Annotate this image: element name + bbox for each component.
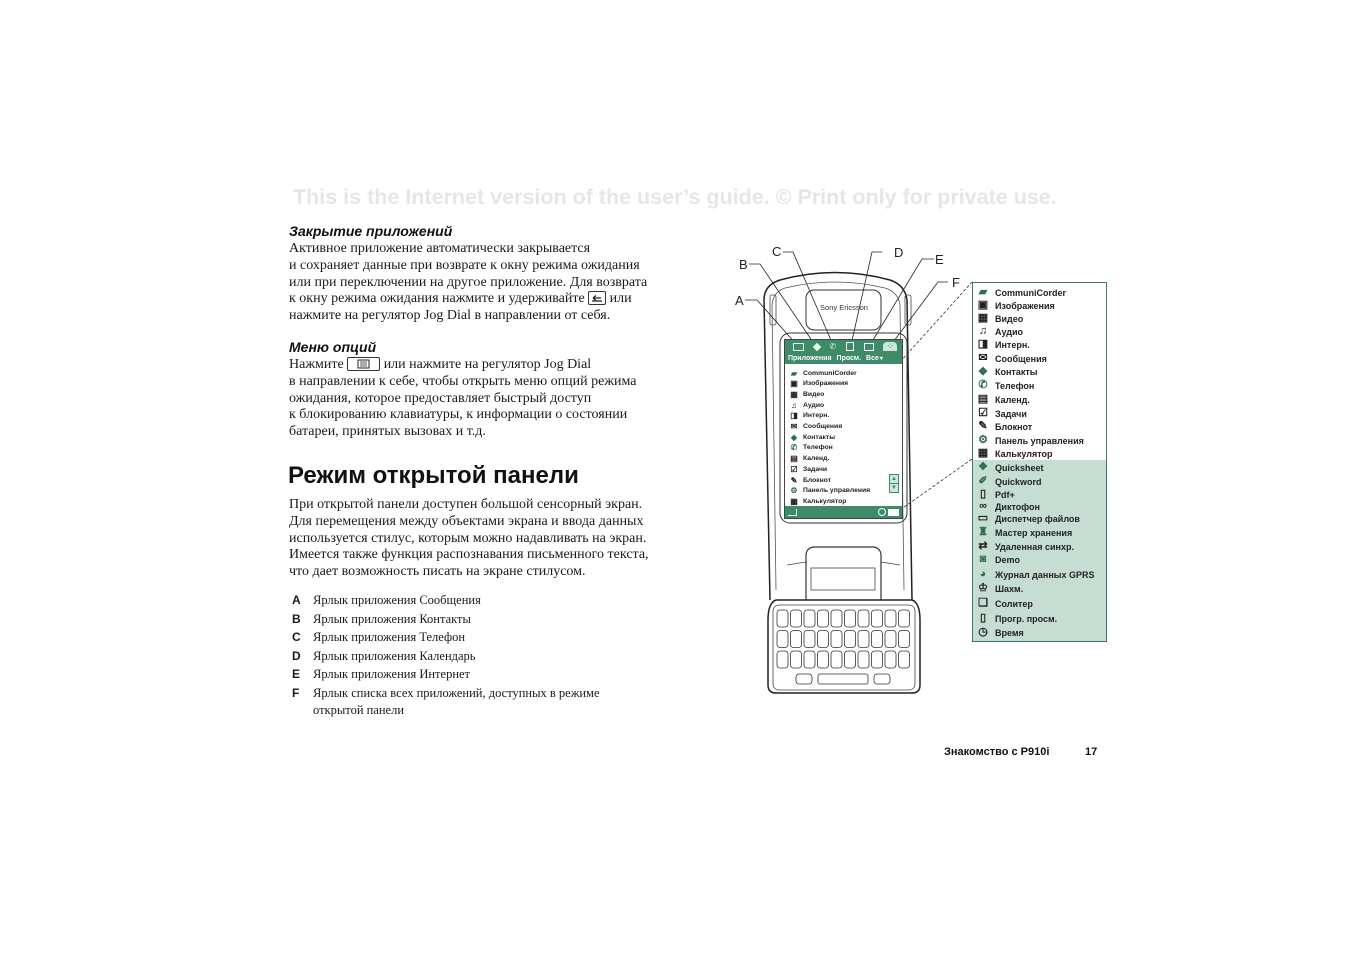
phone-handset-icon[interactable]: ✆ <box>829 341 837 351</box>
screen-list-item[interactable] <box>790 379 848 389</box>
notepad-icon: ✎ <box>790 475 798 485</box>
app-list-item-label: Диктофон <box>995 501 1040 512</box>
app-list-item[interactable] <box>977 526 1072 539</box>
legend-text: Ярлык списка всех приложений, доступных в режиме <box>313 685 600 700</box>
app-list-item[interactable] <box>977 553 1020 566</box>
page-number: 17 <box>1085 746 1098 758</box>
paragraph-options <box>289 357 637 441</box>
all-apps-icon[interactable]: ⁘ <box>883 342 897 351</box>
legend-item-b <box>292 610 672 629</box>
screen-list-item-label: Изображения <box>803 380 849 388</box>
text-line: Имеется также функция распознавания письменного текста, <box>289 547 649 563</box>
control-panel-icon: ⚙ <box>978 434 988 446</box>
film-icon: ▦ <box>790 389 798 399</box>
scroll-down-button[interactable]: ▼ <box>889 483 899 493</box>
chapter-title: Знакомство с P910i <box>944 746 1050 758</box>
calendar-icon[interactable] <box>846 342 854 351</box>
callout-a: A <box>735 293 744 308</box>
screen-list-item[interactable] <box>790 443 833 453</box>
app-list-item[interactable] <box>977 461 1044 474</box>
contact-card-icon: ◆ <box>790 432 798 442</box>
app-list-item[interactable] <box>977 447 1053 460</box>
text-line: При открытой панели доступен большой сенсорный экран. <box>289 497 643 512</box>
app-list-item-label: Аудио <box>995 326 1024 337</box>
spreadsheet-icon: ❖ <box>978 461 988 473</box>
screen-list-item-label: Сообщения <box>803 423 843 430</box>
paragraph-open-panel <box>289 497 649 581</box>
checkbox-icon: ☑ <box>978 407 988 419</box>
screen-list-item-label: Блокнот <box>803 476 832 484</box>
phone-handset-icon: ✆ <box>790 443 798 453</box>
text-fragment: к окну режима ожидания нажмите и удерживайте <box>289 291 585 307</box>
battery-icon <box>888 509 899 516</box>
legend-text: Ярлык приложения Сообщения <box>313 593 481 607</box>
legend-key: C <box>292 630 301 645</box>
app-list-item[interactable] <box>977 475 1042 488</box>
image-icon: ▣ <box>790 379 798 389</box>
app-list-item[interactable] <box>977 312 1023 325</box>
camera-icon: ▰ <box>790 368 798 378</box>
clock-icon <box>878 508 886 516</box>
app-list-item-label: Телефон <box>995 380 1035 391</box>
tape-icon: ∞ <box>979 500 987 512</box>
tab-all[interactable]: Все <box>866 354 879 362</box>
app-list-item-label: Шахм. <box>995 583 1024 594</box>
legend-text: Ярлык приложения Телефон <box>313 630 466 645</box>
app-list-item-label: Панель управления <box>995 435 1084 446</box>
screen-list-item[interactable] <box>790 486 870 496</box>
app-list-item-label: Удаленная синхр. <box>995 541 1074 552</box>
legend-text-wrap <box>313 684 672 718</box>
app-list-item[interactable] <box>977 379 1034 392</box>
legend-key: E <box>292 667 301 682</box>
paragraph-closing <box>289 241 647 325</box>
app-list-item-label: Задачи <box>995 408 1027 419</box>
callout-e: E <box>935 252 944 267</box>
calculator-icon: ▦ <box>790 496 798 506</box>
legend-key: B <box>292 611 301 626</box>
camera-icon: ▰ <box>978 286 988 298</box>
watermark: This is the Internet version of the user’s guide. © Print only for private use. <box>293 185 1057 209</box>
app-list-item[interactable] <box>977 434 1084 447</box>
legend-text: Ярлык приложения Контакты <box>313 611 471 626</box>
app-list-item[interactable] <box>977 286 1066 299</box>
section-title-options: Меню опций <box>289 339 377 355</box>
contact-card-icon: ◆ <box>978 365 988 377</box>
screen-list-item[interactable] <box>790 400 824 410</box>
app-list-item-label: Прогр. просм. <box>995 613 1058 624</box>
legend-key: F <box>292 685 300 700</box>
text-line: к блокированию клавиатуры, к информации о состоянии <box>289 407 628 423</box>
callout-f: F <box>952 275 960 290</box>
app-list-item-label: Журнал данных GPRS <box>995 569 1095 580</box>
screen-list-item[interactable] <box>790 368 857 378</box>
text-line: Активное приложение автоматически закрывается <box>289 241 591 256</box>
callout-d: D <box>894 245 904 260</box>
text-line-with-key <box>289 357 637 374</box>
back-key-icon <box>588 291 606 305</box>
demo-icon: ◙ <box>979 553 987 565</box>
legend-text: открытой панели <box>313 702 405 717</box>
text-line-with-key <box>289 291 647 308</box>
app-list-item-label: Диспетчер файлов <box>995 513 1080 524</box>
legend-item-c <box>292 628 672 647</box>
app-list-item-label: Мастер хранения <box>995 527 1073 538</box>
checkbox-icon: ☑ <box>790 464 798 474</box>
screen-list-item-label: Видео <box>803 390 825 398</box>
brand-logo: Sony Ericsson <box>820 303 868 312</box>
screen-list-item-label: Телефон <box>803 444 833 452</box>
app-list-item[interactable] <box>977 420 1032 433</box>
screen-list-item-label: CommuniCorder <box>803 369 857 377</box>
text-line: используется стилус, которым можно надавливать на экран. <box>289 530 647 546</box>
callout-b: B <box>739 257 748 272</box>
tab-view[interactable]: Просм. <box>836 354 862 362</box>
text-line: в направлении к себе, чтобы открыть меню опций режима <box>289 373 637 389</box>
folder-icon: ▭ <box>977 512 989 524</box>
app-list-item-label: CommuniCorder <box>995 287 1067 298</box>
screen-list-item[interactable] <box>790 475 831 485</box>
text-fragment: или <box>609 291 632 307</box>
screen-list-item[interactable] <box>790 422 842 432</box>
screen-list-item-label: Аудио <box>803 401 825 409</box>
app-list-item-label: Видео <box>995 313 1024 324</box>
app-list-item-label: Интерн. <box>995 339 1030 350</box>
chevron-down-icon[interactable]: ▾ <box>879 355 883 362</box>
music-note-icon: ♫ <box>978 325 988 337</box>
app-list-item[interactable] <box>977 365 1037 378</box>
app-list-item[interactable] <box>977 299 1055 312</box>
text-fragment: или нажмите на регулятор Jog Dial <box>383 357 592 372</box>
screen-toolbar <box>785 340 902 364</box>
screen-list-item[interactable] <box>790 454 829 464</box>
text-line: или при переключении на другое приложение. Для возврата <box>289 274 648 290</box>
screen-list-item-label: Интерн. <box>803 412 830 420</box>
app-list-item[interactable] <box>977 407 1027 420</box>
app-list-item[interactable] <box>977 512 1080 525</box>
calculator-icon: ▦ <box>977 447 989 459</box>
legend-item-a <box>292 591 672 610</box>
internet-icon: ◨ <box>977 338 989 350</box>
app-list-item-label: Pdf+ <box>995 489 1015 500</box>
screen-list-item[interactable] <box>790 432 835 442</box>
contact-card-icon[interactable] <box>813 342 821 350</box>
text-line: нажмите на регулятор Jog Dial в направлении от себя. <box>289 308 611 324</box>
app-list-item-label: Калькулятор <box>995 448 1053 459</box>
sync-icon: ⇄ <box>978 540 988 552</box>
pen-icon: ✐ <box>978 475 988 487</box>
envelope-icon[interactable] <box>793 343 804 351</box>
app-list-item[interactable] <box>977 325 1023 338</box>
app-list-item-label: Quicksheet <box>995 462 1044 473</box>
app-list-item[interactable] <box>977 582 1023 595</box>
legend-item-d <box>292 647 672 666</box>
internet-icon[interactable] <box>864 343 874 351</box>
storage-icon: ♜ <box>978 526 988 538</box>
screen-list-item-label: Панель управления <box>803 487 871 495</box>
clock-icon: ◷ <box>978 626 988 638</box>
app-list-item-label: Контакты <box>995 366 1038 377</box>
app-list-item[interactable] <box>977 568 1094 581</box>
text-line: и сохраняет данные при возврате к окну режима ожидания <box>289 257 640 273</box>
app-list-item-label: Блокнот <box>995 421 1033 432</box>
screen-list-item[interactable] <box>790 389 824 399</box>
app-list-item[interactable] <box>977 597 1033 610</box>
app-list-item-label: Солитер <box>995 598 1033 609</box>
screen-list-item[interactable] <box>790 411 829 421</box>
all-apps-panel <box>972 282 1107 642</box>
section-title-closing: Закрытие приложений <box>289 223 453 239</box>
app-list-item-label: Изображения <box>995 300 1055 311</box>
app-list-item[interactable] <box>977 626 1024 639</box>
app-list-item-label: Сообщения <box>995 353 1047 364</box>
legend-key: D <box>292 648 301 663</box>
calendar-icon: ▤ <box>790 454 798 464</box>
envelope-icon: ✉ <box>790 422 798 431</box>
calendar-icon: ▤ <box>977 393 989 405</box>
legend-key: A <box>292 593 301 607</box>
app-list-item-label: Demo <box>995 554 1021 565</box>
legend-text: Ярлык приложения Календарь <box>313 648 476 663</box>
screen-list-item-label: Контакты <box>803 433 836 441</box>
shortcut-bar <box>793 342 897 351</box>
app-list-item-label: Время <box>995 627 1024 638</box>
image-icon: ▣ <box>977 299 989 311</box>
app-list-item-label: Quickword <box>995 476 1042 487</box>
document-icon: ▯ <box>979 488 987 500</box>
app-list-item[interactable] <box>977 612 1057 625</box>
app-list-item[interactable] <box>977 540 1074 553</box>
cards-icon: ❏ <box>978 597 988 609</box>
status-bar <box>785 506 902 518</box>
legend-text: Ярлык приложения Интернет <box>313 667 471 682</box>
text-fragment: Нажмите <box>289 357 344 372</box>
text-line: ожидания, которое предоставляет быстрый доступ <box>289 390 592 406</box>
music-note-icon: ♫ <box>791 400 797 410</box>
text-line: Для перемещения между объектами экрана и ввода данных <box>289 513 644 529</box>
screen-list-item[interactable] <box>790 496 846 506</box>
section-heading-open-panel: Режим открытой панели <box>288 462 579 489</box>
signal-icon <box>788 509 797 516</box>
phone-handset-icon: ✆ <box>978 379 988 391</box>
chess-icon: ♔ <box>978 582 988 594</box>
callout-legend <box>292 591 672 718</box>
phone-screen <box>784 339 903 519</box>
notepad-icon: ✎ <box>978 420 988 432</box>
legend-item-e <box>292 665 672 684</box>
control-panel-icon: ⚙ <box>790 486 798 496</box>
app-list-item[interactable] <box>977 338 1030 351</box>
app-list-item[interactable] <box>977 393 1030 406</box>
envelope-icon: ✉ <box>978 352 988 364</box>
internet-icon: ◨ <box>790 411 798 421</box>
gprs-log-icon: ◕ <box>979 568 987 580</box>
page-icon: ▯ <box>979 612 987 624</box>
screen-list-item-label: Календ. <box>803 455 830 463</box>
callout-c: C <box>772 244 782 259</box>
tab-applications[interactable]: Приложения <box>788 354 832 362</box>
film-icon: ▦ <box>977 312 989 324</box>
screen-list-item-label: Калькулятор <box>803 497 847 505</box>
screen-list-item-label: Задачи <box>803 465 828 473</box>
scroll-up-button[interactable]: ▲ <box>889 474 899 484</box>
screen-tabs <box>785 352 902 364</box>
screen-list-item[interactable] <box>790 464 827 474</box>
app-list-item[interactable] <box>977 352 1047 365</box>
menu-key-icon <box>347 357 380 371</box>
app-list-item-label: Календ. <box>995 394 1030 405</box>
legend-item-f <box>292 684 672 718</box>
text-line: что дает возможность писать на экране стилусом. <box>289 564 586 580</box>
text-line: батареи, принятых вызовах и т.д. <box>289 424 486 440</box>
